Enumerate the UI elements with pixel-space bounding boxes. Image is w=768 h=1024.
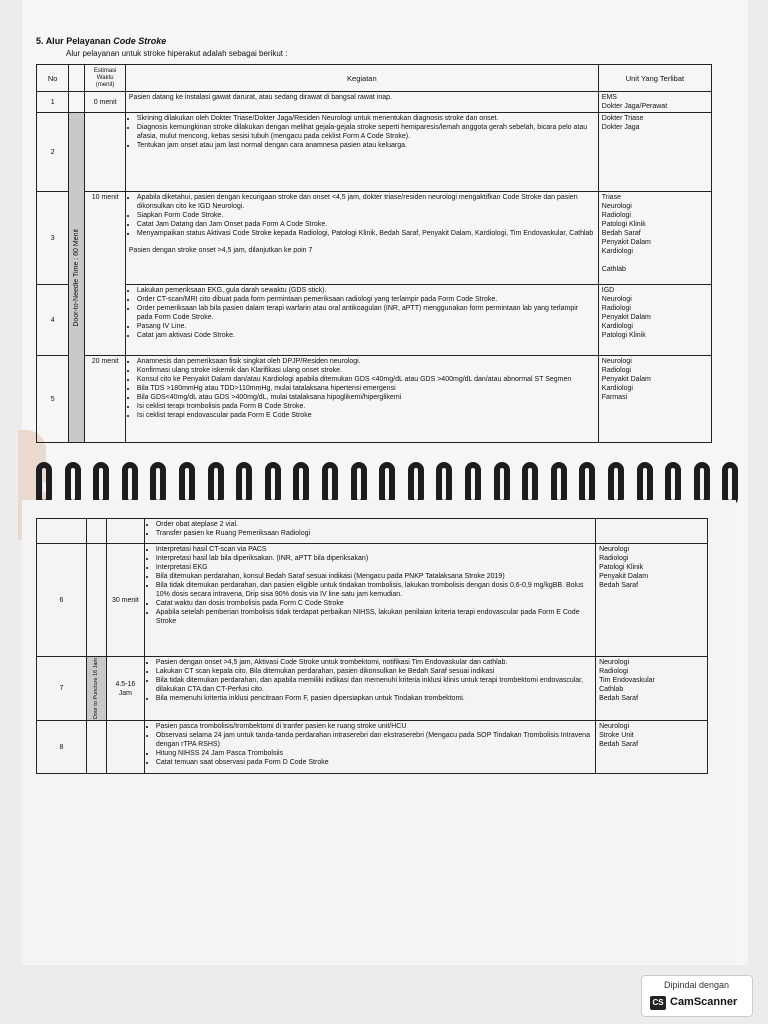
row-activities (144, 721, 595, 774)
activity-list (129, 286, 595, 340)
heading-title: Alur Pelayanan (45, 36, 111, 46)
unit-name: Neurologi (599, 546, 630, 553)
scanner-caption: Dipindai dengan (664, 980, 730, 990)
activity-item: • Catat waktu dan dosis trombolisis pada Form C Code Stroke (156, 599, 592, 608)
table-row (37, 356, 712, 443)
row-time: 20 menit (85, 356, 125, 443)
activity-item: • Interpretasi hasil lab bila diperiksakan. (INR, aPTT bila diperiksakan) (156, 554, 592, 563)
unit-name: Penyakit Dalam (601, 239, 651, 246)
activity-item: • Lakukan pemeriksaan EKG, gula darah sewaktu (GDS stick). (137, 286, 595, 295)
door-to-needle-band (69, 113, 85, 443)
camscanner-badge (641, 975, 753, 1017)
activity-item: • Interpretasi EKG (156, 563, 592, 572)
activity-list (148, 722, 592, 767)
activity-item: • Order CT-scan/MRI cito dibuat pada form permintaan pemeriksaan radiologi yang terlampir pada Form Code Stroke. (137, 295, 595, 304)
activity-item: • Bila ditemukan perdarahan, konsul Bedah Saraf sesuai indikasi (Mengacu pada PNKP Tatalaksana Stroke 2019) (156, 572, 592, 581)
unit-name: Bedah Saraf (599, 741, 639, 749)
unit-name: Bedah Saraf (599, 582, 639, 589)
activity-item: • Interpretasi hasil CT-scan via PACS (156, 545, 592, 554)
row-number: 3 (37, 192, 69, 285)
activity-list (148, 545, 592, 626)
activity-item: • Isi ceklist terapi trombolisis pada Form B Code Stroke. (137, 402, 595, 411)
code-stroke-table-lower (36, 518, 708, 774)
unit-name: Radiologi (601, 305, 631, 312)
activity-item: • Isi ceklist terapi endovascular pada Form E Code Stroke (137, 411, 595, 420)
row-time (106, 721, 144, 774)
row-number (37, 519, 87, 544)
door-to-puncture-band (86, 657, 106, 721)
row-units (598, 92, 711, 113)
row-activities (125, 113, 598, 192)
row-activities (125, 92, 598, 113)
unit-name: Neurologi (599, 723, 630, 731)
unit-name: Stroke Unit (599, 732, 634, 740)
row-time (106, 519, 144, 544)
activity-item: • Konfirmasi ulang stroke iskemik dan Klarifikasi ulang onset stroke. (137, 366, 595, 375)
unit-name: Radiologi (601, 212, 631, 219)
door-to-needle-label: Door-to-Needle Time : 60 Menit (73, 228, 81, 327)
row-activities (144, 657, 595, 721)
code-stroke-table-upper (36, 64, 712, 443)
activity-item: • Apabila diketahui, pasien dengan kecurigaan stroke dan onset <4,5 jam, dokter triase/residen neurologi mengaktifkan Code Stroke dan pasien dikonsulkan cito ke IGD Neurologi. (137, 193, 595, 211)
door-to-puncture-label: Door to Puncture 16 Jam (92, 658, 99, 720)
band-empty (86, 721, 106, 774)
unit-name: Kardiologi (601, 385, 633, 392)
activity-item: • Apabila setelah pemberian trombolisis tidak terdapat perbaikan NIHSS, lakukan penilaian kriteria terapi endovascular pada Form E Code Stroke (156, 608, 592, 626)
unit-name: IGD (601, 287, 615, 294)
activity-item: • Tentukan jam onset atau jam last normal dengan cara anamnesa pasien atau keluarga. (137, 141, 595, 150)
unit-name: Triase (601, 194, 621, 201)
row-number: 8 (37, 721, 87, 774)
table-row (37, 113, 712, 192)
row-units (598, 285, 711, 356)
unit-name: Neurologi (601, 296, 632, 303)
activity-item: • Catat temuan saat observasi pada Form D Code Stroke (156, 758, 592, 767)
row-number: 4 (37, 285, 69, 356)
row-activities (144, 519, 595, 544)
band-empty (86, 544, 106, 657)
activity-item: • Catat jam aktivasi Code Stroke. (137, 331, 595, 340)
unit-name: Tim Endovaskular (599, 677, 655, 684)
table-row (37, 192, 712, 285)
row-units (596, 519, 708, 544)
activity-item: • Order obat ateplase 2 vial. (156, 520, 592, 529)
heading-title-italic: Code Stroke (113, 36, 167, 46)
activity-item: • Bila tidak ditemukan perdarahan, dan apabila memiliki indikasi dan memenuhi kriteria inklusi klinis untuk terapi trombektomi endovascular, dilakukan CTA dan CT-Perfusi cito. (156, 676, 592, 694)
activity-item: • Bila tidak ditemukan perdarahan, dan pasien eligible untuk tindakan trombolisis, lakukan trombolisis dengan dosis 0,6-0,9 mg/kgBB. Bolus 10% dosis secara intravena, Drip sisa 90% dosis via IV line satu jam kemudian. (156, 581, 592, 599)
row-activities (125, 356, 598, 443)
unit-name: Cathlab (601, 266, 626, 273)
activity-item: • Bila GDS<40mg/dL atau GDS >400mg/dL, mulai tatalaksana hipoglikemi/hiperglikemi (137, 393, 595, 402)
unit-name: Dokter Jaga (601, 124, 640, 131)
activity-list (148, 658, 592, 703)
band-empty (86, 519, 106, 544)
table-row (37, 544, 708, 657)
activity-note: Pasien datang ke instalasi gawat darurat, atau sedang dirawat di bangsal rawat inap. (128, 94, 392, 101)
activity-item: • Pasien dengan onset >4,5 jam, Aktivasi Code Stroke untuk trombektomi, notifikasi Tim Endovaskular dan cathlab. (156, 658, 592, 667)
row-units (596, 721, 708, 774)
unit-name: Neurologi (601, 358, 632, 365)
unit-name: Penyakit Dalam (601, 314, 651, 321)
row-number: 2 (37, 113, 69, 192)
col-no: No (37, 65, 69, 92)
activity-item: • Konsul cito ke Penyakit Dalam dan/atau Kardiologi apabila ditemukan GDS <40mg/dL atau GDS >400mg/dL dan/atau abnormal ST Segmen (137, 375, 595, 384)
row-time (85, 113, 125, 192)
table-row (37, 92, 712, 113)
activity-item: • Catat Jam Datang dan Jam Onset pada Form A Code Stroke. (137, 220, 595, 229)
row-units (596, 657, 708, 721)
row-activities (125, 285, 598, 356)
camscanner-logo-icon: CS (650, 996, 666, 1010)
unit-name: Radiologi (601, 367, 631, 374)
unit-name: Farmasi (601, 394, 628, 401)
unit-name: Neurologi (599, 659, 630, 666)
scanner-brand: CamScanner (670, 996, 738, 1008)
activity-item: • Menyampaikan status Aktivasi Code Stroke kepada Radiologi, Patologi Klinik, Bedah Saraf, Penyakit Dalam, Kardiologi, Tim Endovaskular, Cathlab (137, 229, 595, 238)
intro-text: Alur pelayanan untuk stroke hiperakut adalah sebagai berikut : (66, 49, 288, 58)
col-unit: Unit Yang Terlibat (598, 65, 711, 92)
row-activities (144, 544, 595, 657)
row-units (598, 113, 711, 192)
unit-name: Penyakit Dalam (599, 573, 649, 580)
band-empty (69, 92, 85, 113)
activity-list (129, 193, 595, 238)
section-heading (36, 36, 166, 46)
unit-name: Neurologi (601, 203, 632, 210)
unit-name: Patologi Klinik (601, 332, 646, 339)
row-activities (125, 192, 598, 285)
unit-name: EMS (601, 94, 617, 101)
unit-name: Kardiologi (601, 248, 633, 255)
activity-list (129, 357, 595, 420)
col-band (69, 65, 85, 92)
table-header-row (37, 65, 712, 92)
table-row (37, 657, 708, 721)
activity-item: • Diagnosis kemungkinan stroke dilakukan dengan melihat gejala-gejala stroke seperti hemiparesis/lemah anggota gerah sebelah, bicara pelo atau afasia, mulut mencong, kebas sesisi tubuh (mengacu pada ceklist Form A Code Stroke). (137, 123, 595, 141)
row-time: 10 menit (85, 192, 125, 356)
activity-item: • Observasi selama 24 jam untuk tanda-tanda perdarahan intraserebri dan ekstraserebri (Mengacu pada SOP Tindakan Trombolisis Intravena dengan rTPA RSHS) (156, 731, 592, 749)
activity-item: • Bila memenuhi kritertia inklusi pencitraan Form F, pasien dipersiapkan untuk Tindakan trombektomi. (156, 694, 592, 703)
activity-item: • Pasang IV Line. (137, 322, 595, 331)
row-time: 0 menit (85, 92, 125, 113)
heading-number: 5. (36, 36, 44, 46)
row-time: 30 menit (106, 544, 144, 657)
unit-name: Kardiologi (601, 323, 633, 330)
row-units (598, 192, 711, 285)
row-units (598, 356, 711, 443)
row-number: 5 (37, 356, 69, 443)
unit-name: Bedah Saraf (601, 230, 641, 237)
activity-item: • Skrining dilakukan oleh Dokter Triase/Dokter Jaga/Residen Neurologi untuk menentukan diagnosis stroke dan onset. (137, 114, 595, 123)
col-kegiatan: Kegiatan (125, 65, 598, 92)
unit-name: Bedah Saraf (599, 695, 639, 702)
activity-note: Pasien dengan stroke onset >4,5 jam, dilanjutkan ke poin 7 (128, 247, 313, 254)
unit-name: Dokter Jaga/Perawat (601, 103, 668, 110)
row-number: 7 (37, 657, 87, 721)
table-row (37, 519, 708, 544)
table-row (37, 285, 712, 356)
activity-item: • Siapkan Form Code Stroke. (137, 211, 595, 220)
row-number: 1 (37, 92, 69, 113)
unit-name: Radiologi (599, 668, 629, 675)
unit-name: Patologi Klinik (599, 564, 644, 571)
unit-name: Cathlab (599, 686, 624, 693)
row-time: 4.5-16 Jam (106, 657, 144, 721)
unit-name: Patologi Klinik (601, 221, 646, 228)
unit-name: Penyakit Dalam (601, 376, 651, 383)
unit-name: Radiologi (599, 555, 629, 562)
activity-list (148, 520, 592, 538)
col-estimasi: Estimasi Waktu (menit) (85, 65, 125, 92)
activity-item: • Pasien pasca trombolisis/trombektomi di tranfer pasien ke ruang stroke unit/HCU (156, 722, 592, 731)
activity-item: • Transfer pasien ke Ruang Pemeriksaan Radiologi (156, 529, 592, 538)
activity-list (129, 114, 595, 150)
activity-item: • Order pemeriksaan lab bila pasien dalam terapi warfarin atau oral antikoagulan (INR, aPTT) menggunakan form permintaan lab yang terlampir pada Form Code Stroke. (137, 304, 595, 322)
unit-name (602, 256, 708, 265)
table-row (37, 721, 708, 774)
activity-item: • Bila TDS >180mmHg atau TDD>110mmHg, mulai tatalaksana hipertensi emergensi (137, 384, 595, 393)
unit-name: Dokter Triase (601, 115, 644, 122)
row-units (596, 544, 708, 657)
activity-item: • Hitung NIHSS 24 Jam Pasca Trombolsiis (156, 749, 592, 758)
activity-item: • Lakukan CT scan kepala cito. Bila ditemukan perdarahan, pasien dikonsulkan ke Bedah Saraf sesuai indikasi (156, 667, 592, 676)
row-number: 6 (37, 544, 87, 657)
activity-item: • Anamnesis dan pemeriksaan fisik singkat oleh DPJP/Residen neurologi. (137, 357, 595, 366)
